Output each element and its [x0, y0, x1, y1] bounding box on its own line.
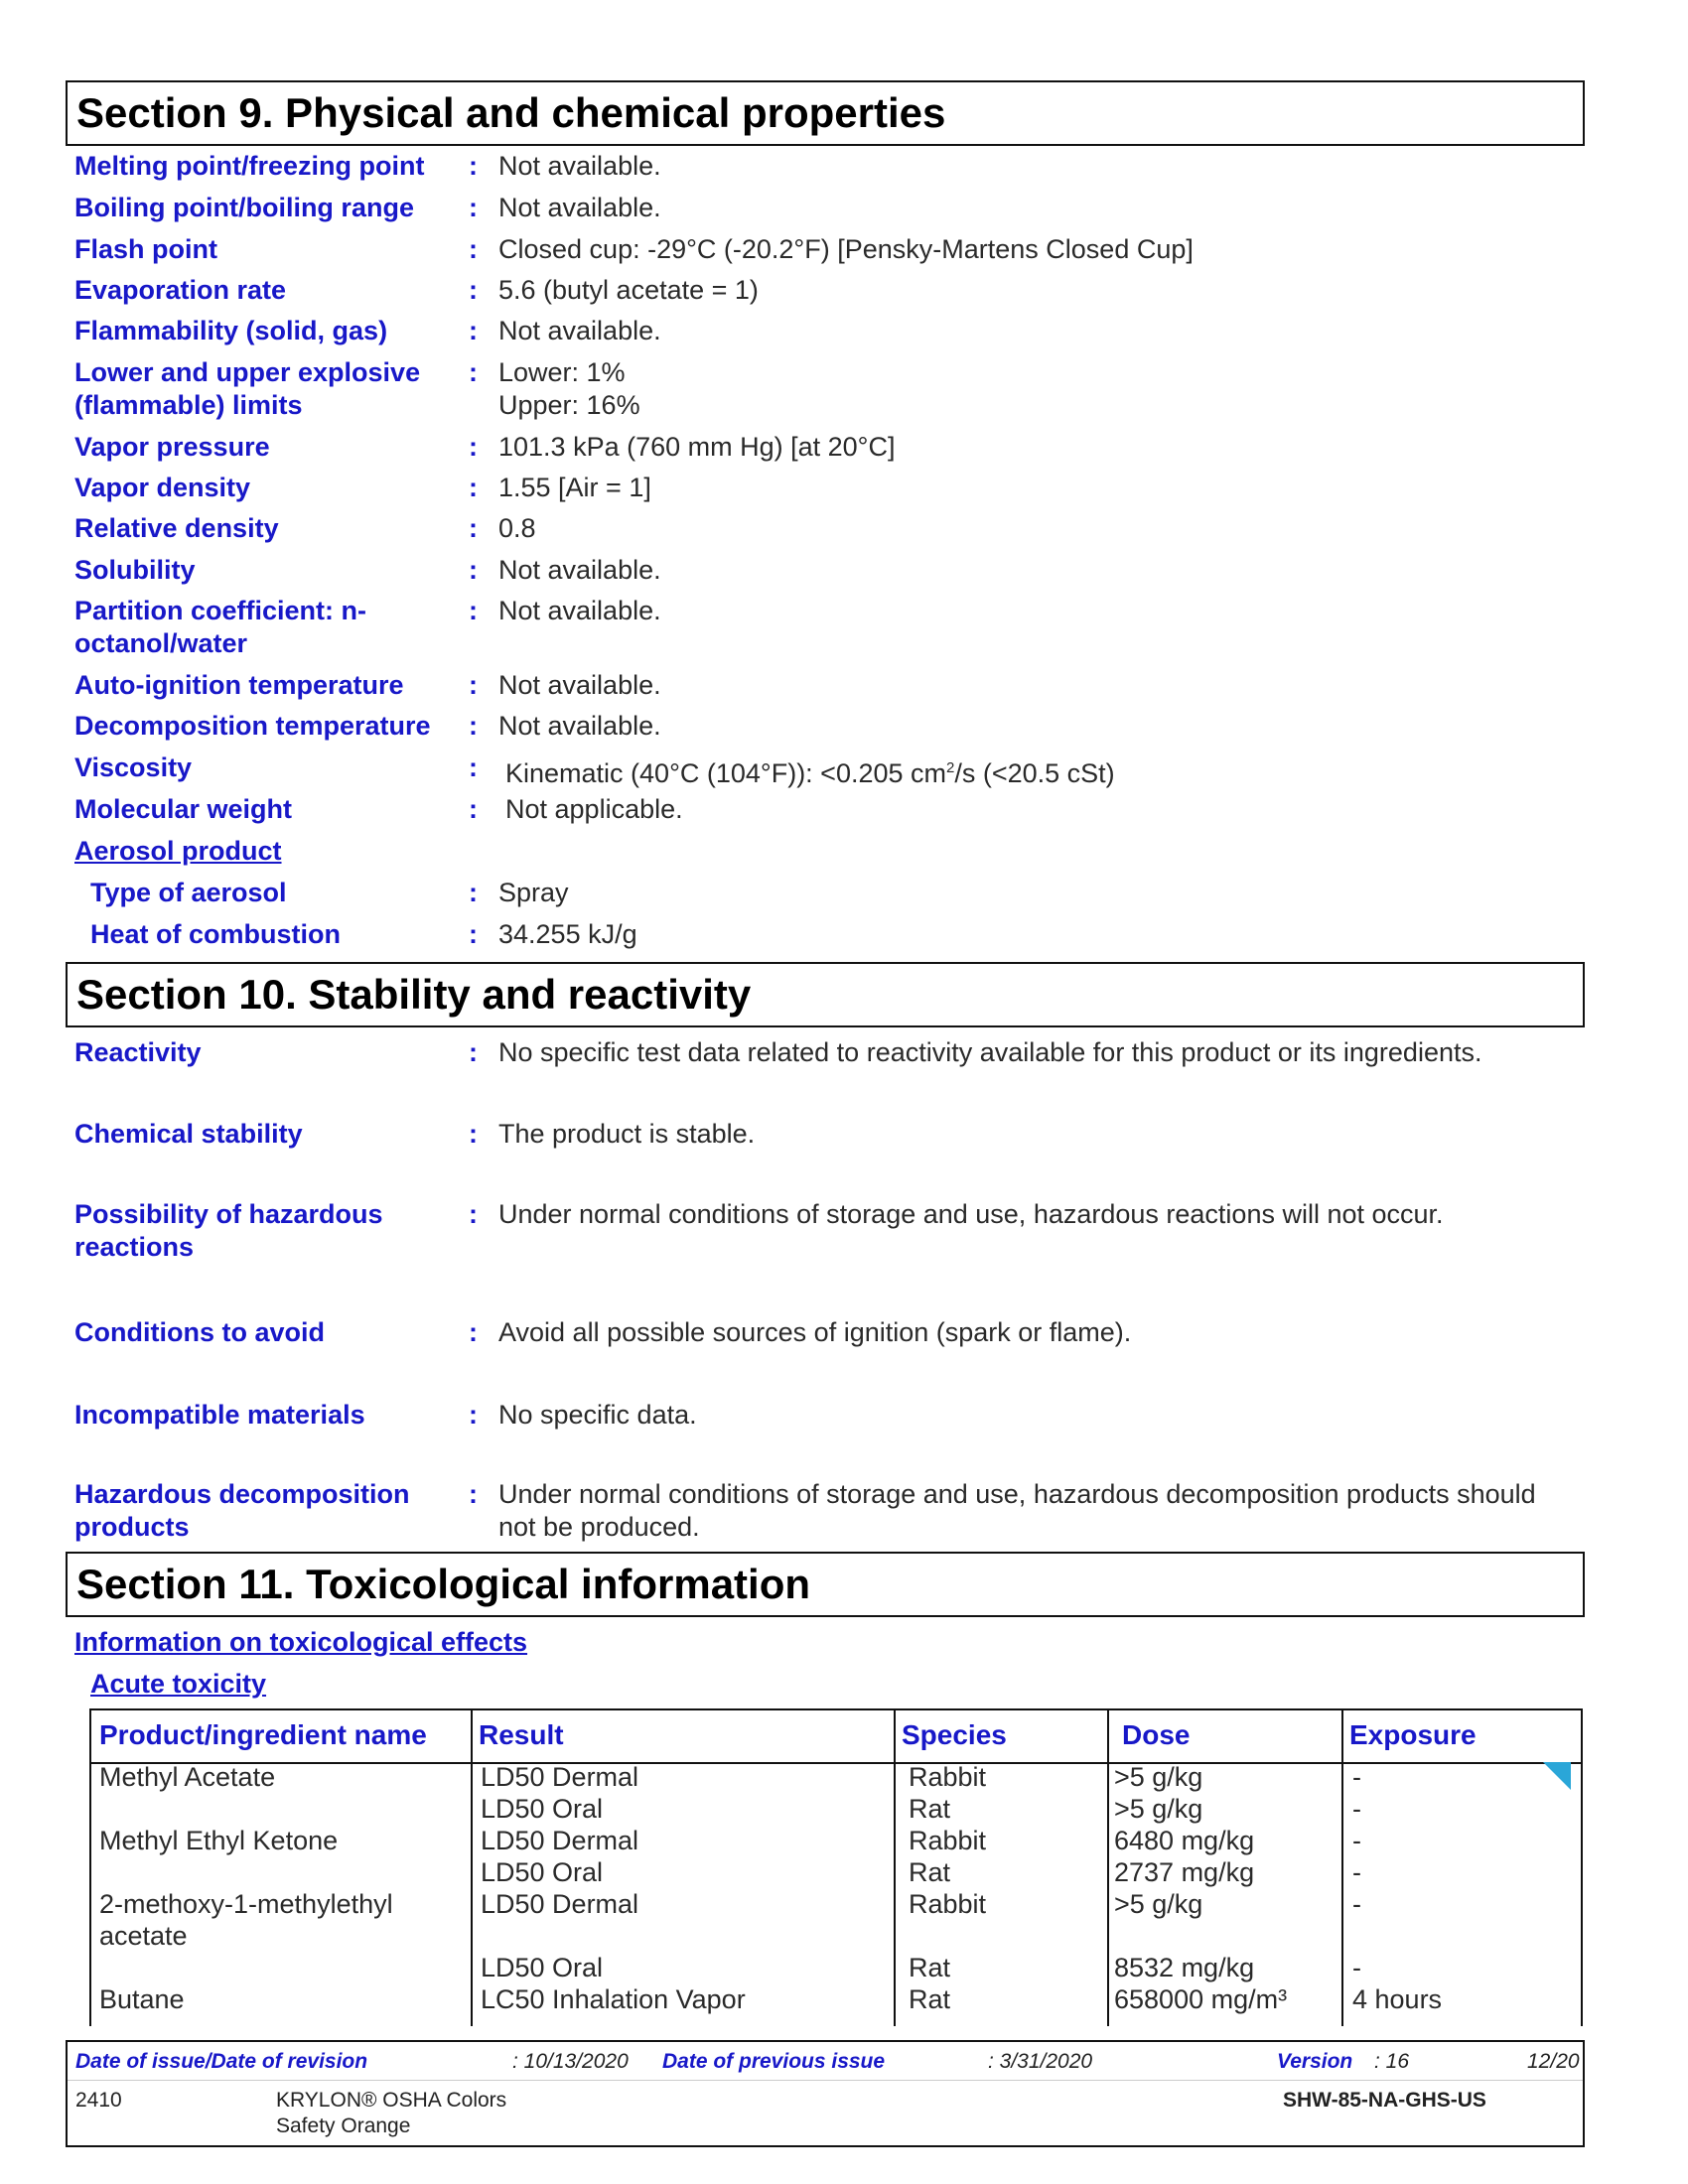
- label-vapor-density: Vapor density: [74, 473, 251, 502]
- colon: :: [469, 1400, 478, 1430]
- value-hazardous-decomposition: [498, 1478, 1581, 1544]
- cell-result: LD50 Dermal: [481, 1762, 639, 1792]
- label-type-of-aerosol: Type of aerosol: [90, 878, 287, 907]
- colon: :: [469, 878, 478, 907]
- cell-name: Methyl Ethyl Ketone: [99, 1826, 339, 1855]
- footer-previous-value: : 3/31/2020: [988, 2050, 1093, 2073]
- label-line: Hazardous decomposition: [74, 1479, 410, 1509]
- footer-version-label: Version: [1277, 2050, 1353, 2073]
- page-footer: [66, 2040, 1585, 2147]
- value-flash-point: Closed cup: -29°C (-20.2°F) [Pensky-Martens Closed Cup]: [498, 234, 1194, 264]
- value-line: not be produced.: [498, 1512, 700, 1542]
- value-flammability: Not available.: [498, 316, 661, 345]
- section-10-heading: Section 10. Stability and reactivity: [66, 962, 1585, 1027]
- colon: :: [469, 193, 478, 222]
- label-explosive-limits: [74, 356, 452, 422]
- value-line: Under normal conditions of storage and use, hazardous decomposition products should: [498, 1479, 1536, 1509]
- cell-exposure: -: [1352, 1953, 1361, 1982]
- label-solubility: Solubility: [74, 555, 196, 585]
- value-vapor-pressure: 101.3 kPa (760 mm Hg) [at 20°C]: [498, 432, 896, 462]
- colon: :: [469, 1317, 478, 1347]
- colon: :: [469, 1037, 478, 1067]
- section-9-heading: Section 9. Physical and chemical properties: [66, 80, 1585, 146]
- colon: :: [469, 357, 478, 387]
- colon: :: [469, 919, 478, 949]
- column-divider: [894, 1710, 896, 2026]
- value-explosive-limits: [498, 356, 1581, 422]
- colon: :: [469, 711, 478, 741]
- footer-previous-label: Date of previous issue: [662, 2050, 886, 2073]
- label-viscosity: Viscosity: [74, 752, 193, 782]
- cell-result: LD50 Dermal: [481, 1826, 639, 1855]
- footer-code: 2410: [75, 2089, 122, 2112]
- footer-product-name: [276, 2088, 506, 2139]
- colon: :: [469, 752, 478, 782]
- colon: :: [469, 794, 478, 824]
- label-melting-point: Melting point/freezing point: [74, 151, 425, 181]
- value-decomposition-temperature: Not available.: [498, 711, 661, 741]
- cell-dose: 6480 mg/kg: [1114, 1826, 1255, 1855]
- footer-product-line: Safety Orange: [276, 2115, 411, 2137]
- column-header-dose: Dose: [1122, 1719, 1191, 1750]
- colon: :: [469, 316, 478, 345]
- cell-result: LD50 Dermal: [481, 1889, 639, 1919]
- value-reactivity: No specific test data related to reactivity available for this product or its ingredients.: [498, 1037, 1482, 1067]
- footer-issue-value: : 10/13/2020: [512, 2050, 629, 2073]
- cell-exposure: -: [1352, 1857, 1361, 1887]
- label-flammability: Flammability (solid, gas): [74, 316, 388, 345]
- cell-result: LD50 Oral: [481, 1857, 604, 1887]
- value-line: Upper: 16%: [498, 390, 640, 420]
- value-auto-ignition: Not available.: [498, 670, 661, 700]
- label-flash-point: Flash point: [74, 234, 217, 264]
- label-relative-density: Relative density: [74, 513, 279, 543]
- cell-result: LD50 Oral: [481, 1794, 604, 1824]
- value-incompatible-materials: No specific data.: [498, 1400, 697, 1430]
- cell-dose: 2737 mg/kg: [1114, 1857, 1255, 1887]
- value-chemical-stability: The product is stable.: [498, 1119, 756, 1149]
- colon: :: [469, 670, 478, 700]
- column-divider: [1341, 1710, 1343, 2026]
- label-molecular-weight: Molecular weight: [74, 794, 293, 824]
- footer-document-id: SHW-85-NA-GHS-US: [1283, 2089, 1486, 2112]
- label-evaporation-rate: Evaporation rate: [74, 275, 287, 305]
- value-line: Lower: 1%: [498, 357, 626, 387]
- label-hazardous-reactions: [74, 1198, 452, 1264]
- cell-result: LC50 Inhalation Vapor: [481, 1984, 746, 2014]
- value-melting-point: Not available.: [498, 151, 661, 181]
- column-divider: [471, 1710, 473, 2026]
- viscosity-text-end: /s (<20.5 cSt): [954, 758, 1115, 788]
- page-corner-marker-icon: [1543, 1762, 1571, 1790]
- viscosity-text: Kinematic (40°C (104°F)): <0.205 cm: [505, 758, 947, 788]
- cell-species: Rabbit: [909, 1889, 987, 1919]
- colon: :: [469, 1479, 478, 1509]
- cell-dose: >5 g/kg: [1114, 1889, 1203, 1919]
- colon: :: [469, 555, 478, 585]
- toxicological-effects-link[interactable]: Information on toxicological effects: [74, 1627, 528, 1657]
- footer-issue-label: Date of issue/Date of revision: [75, 2050, 368, 2073]
- label-incompatible-materials: Incompatible materials: [74, 1400, 365, 1430]
- colon: :: [469, 473, 478, 502]
- cell-name: Methyl Acetate: [99, 1762, 276, 1792]
- value-heat-of-combustion: 34.255 kJ/g: [498, 919, 637, 949]
- aerosol-product-link[interactable]: Aerosol product: [74, 836, 282, 866]
- cell-exposure: -: [1352, 1826, 1361, 1855]
- cell-species: Rat: [909, 1953, 951, 1982]
- value-vapor-density: 1.55 [Air = 1]: [498, 473, 651, 502]
- value-type-of-aerosol: Spray: [498, 878, 569, 907]
- footer-page-number: 12/20: [1527, 2050, 1580, 2073]
- label-vapor-pressure: Vapor pressure: [74, 432, 270, 462]
- value-viscosity: [505, 751, 1588, 790]
- cell-dose: >5 g/kg: [1114, 1762, 1203, 1792]
- value-solubility: Not available.: [498, 555, 661, 585]
- column-header-species: Species: [902, 1719, 1007, 1750]
- label-line: products: [74, 1512, 190, 1542]
- cell-species: Rabbit: [909, 1762, 987, 1792]
- cell-exposure: -: [1352, 1889, 1361, 1919]
- column-header-product: Product/ingredient name: [99, 1719, 427, 1750]
- value-hazardous-reactions: Under normal conditions of storage and use, hazardous reactions will not occur.: [498, 1199, 1444, 1229]
- cell-exposure: -: [1352, 1794, 1361, 1824]
- column-divider: [1581, 1710, 1583, 2026]
- colon: :: [469, 275, 478, 305]
- label-conditions-to-avoid: Conditions to avoid: [74, 1317, 325, 1347]
- colon: :: [469, 596, 478, 625]
- colon: :: [469, 432, 478, 462]
- value-relative-density: 0.8: [498, 513, 536, 543]
- column-header-result: Result: [479, 1719, 564, 1750]
- label-chemical-stability: Chemical stability: [74, 1119, 303, 1149]
- label-line: Lower and upper explosive: [74, 357, 421, 387]
- label-auto-ignition: Auto-ignition temperature: [74, 670, 404, 700]
- footer-product-line: KRYLON® OSHA Colors: [276, 2089, 507, 2112]
- label-line: Possibility of hazardous: [74, 1199, 383, 1229]
- cell-species: Rabbit: [909, 1826, 987, 1855]
- cell-species: Rat: [909, 1984, 951, 2014]
- cell-dose: >5 g/kg: [1114, 1794, 1203, 1824]
- label-decomposition-temperature: Decomposition temperature: [74, 711, 431, 741]
- footer-version-value: : 16: [1374, 2050, 1410, 2073]
- label-heat-of-combustion: Heat of combustion: [90, 919, 342, 949]
- section-11-heading: Section 11. Toxicological information: [66, 1552, 1585, 1617]
- colon: :: [469, 1199, 478, 1229]
- cell-name: acetate: [99, 1921, 188, 1951]
- label-boiling-point: Boiling point/boiling range: [74, 193, 414, 222]
- cell-species: Rat: [909, 1794, 951, 1824]
- colon: :: [469, 151, 478, 181]
- value-conditions-to-avoid: Avoid all possible sources of ignition (spark or flame).: [498, 1317, 1132, 1347]
- value-boiling-point: Not available.: [498, 193, 661, 222]
- cell-result: LD50 Oral: [481, 1953, 604, 1982]
- column-divider: [1107, 1710, 1109, 2026]
- colon: :: [469, 1119, 478, 1149]
- acute-toxicity-link[interactable]: Acute toxicity: [90, 1669, 267, 1699]
- label-line: octanol/water: [74, 628, 248, 658]
- cell-dose: 8532 mg/kg: [1114, 1953, 1255, 1982]
- cell-species: Rat: [909, 1857, 951, 1887]
- viscosity-superscript: 2: [946, 759, 955, 776]
- cell-exposure: 4 hours: [1352, 1984, 1443, 2014]
- label-hazardous-decomposition: [74, 1478, 452, 1544]
- label-line: Partition coefficient: n-: [74, 596, 367, 625]
- label-line: (flammable) limits: [74, 390, 303, 420]
- value-evaporation-rate: 5.6 (butyl acetate = 1): [498, 275, 759, 305]
- cell-exposure: -: [1352, 1762, 1361, 1792]
- label-partition-coefficient: [74, 595, 452, 660]
- cell-name: Butane: [99, 1984, 185, 2014]
- footer-divider: [68, 2080, 1583, 2081]
- label-line: reactions: [74, 1232, 195, 1262]
- value-molecular-weight: Not applicable.: [505, 794, 683, 824]
- column-header-exposure: Exposure: [1349, 1719, 1477, 1750]
- label-reactivity: Reactivity: [74, 1037, 202, 1067]
- cell-name: 2-methoxy-1-methylethyl: [99, 1889, 393, 1919]
- value-partition-coefficient: Not available.: [498, 596, 661, 625]
- cell-dose: 658000 mg/m³: [1114, 1984, 1288, 2014]
- colon: :: [469, 234, 478, 264]
- colon: :: [469, 513, 478, 543]
